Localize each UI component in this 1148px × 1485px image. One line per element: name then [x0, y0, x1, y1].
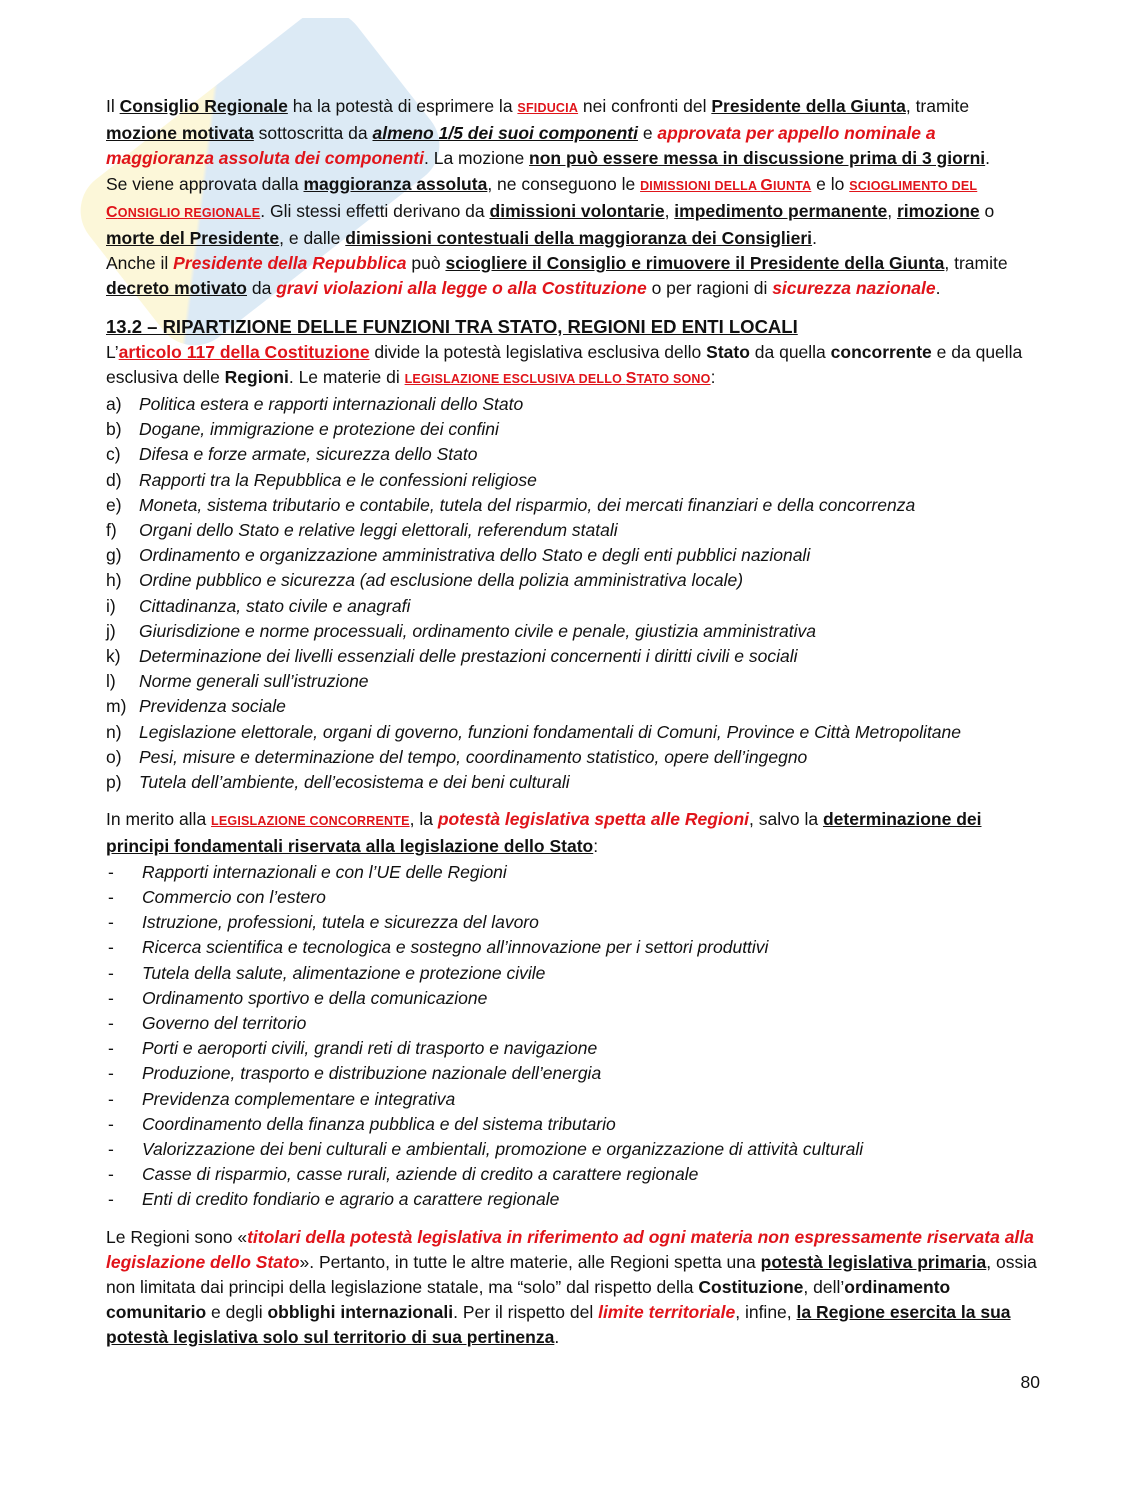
list-item: d) Rapporti tra la Repubblica e le confessioni religiose — [106, 469, 537, 490]
paragraph-concurrent: In merito alla LEGISLAZIONE CONCORRENTE, la potestà legislativa spetta alle Regioni, salvo la determinazione dei principi fondamentali riservata alla legislazione dello Stato: — [106, 809, 982, 857]
list-item: - Rapporti internazionali e con l’UE delle Regioni — [108, 861, 507, 882]
term-articolo-117: articolo 117 della Costituzione — [118, 341, 370, 362]
list-item: - Ordinamento sportivo e della comunicazione — [108, 987, 488, 1008]
exclusive-matters-list — [106, 392, 1040, 795]
page-number: 80 — [1020, 1372, 1040, 1392]
list-item: i) Cittadinanza, stato civile e anagrafi — [106, 595, 411, 616]
list-item: - Governo del territorio — [108, 1012, 307, 1033]
list-item: a) Politica estera e rapporti internazionali dello Stato — [106, 394, 524, 415]
term-legislazione-esclusiva: LEGISLAZIONE ESCLUSIVA DELLO STATO SONO — [404, 369, 711, 387]
list-item: k) Determinazione dei livelli essenziali delle prestazioni concernenti i diritti civili e sociali — [106, 646, 798, 667]
term-dimissioni-giunta: DIMISSIONI DELLA GIUNTA — [640, 176, 812, 194]
paragraph-sfiducia: Il Consiglio Regionale ha la potestà di esprimere la SFIDUCIA nei confronti del Presidente della Giunta, tramite mozione motivata sottoscritta da almeno 1/5 dei suoi componenti e approvata per appello nominale a maggioranza assoluta dei componenti. La mozione non può essere messa in discussione prima di 3 giorni. Se viene approvata dalla maggioranza assoluta, ne conseguono le DIMISSIONI DELLA GIUNTA e lo SCIOGLIMENTO DEL CONSIGLIO REGIONALE. Gli stessi effetti derivano da dimissioni volontarie, impedimento permanente, rimozione o morte del Presidente, e dalle dimissioni contestuali della maggioranza dei Consiglieri. Anche il Presidente della Repubblica può sciogliere il Consiglio e rimuovere il Presidente della Giunta, tramite decreto motivato da gravi violazioni alla legge o alla Costituzione o per ragioni di sicurezza nazionale. — [106, 96, 1008, 299]
list-item: f) Organi dello Stato e relative leggi elettorali, referendum statali — [106, 520, 618, 541]
list-item: - Tutela della salute, alimentazione e protezione civile — [108, 962, 546, 983]
term-scioglimento-consiglio: SCIOGLIMENTO DEL CONSIGLIO REGIONALE — [106, 178, 978, 221]
list-item: - Ricerca scientifica e tecnologica e sostegno all’innovazione per i settori produttivi — [108, 937, 769, 958]
list-item: - Valorizzazione dei beni culturali e ambientali, promozione e organizzazione di attività culturali — [108, 1138, 864, 1159]
section-heading: 13.2 – RIPARTIZIONE DELLE FUNZIONI TRA STATO, REGIONI ED ENTI LOCALI — [106, 315, 798, 337]
list-item: m) Previdenza sociale — [106, 696, 286, 717]
list-item: - Produzione, trasporto e distribuzione nazionale dell’energia — [108, 1063, 602, 1084]
list-item: c) Difesa e forze armate, sicurezza dello Stato — [106, 444, 478, 465]
paragraph-closing: Le Regioni sono «titolari della potestà legislativa in riferimento ad ogni materia non espressamente riservata alla legislazione dello Stato». Pertanto, in tutte le altre materie, alle Regioni spetta una potestà legislativa primaria, ossia non limitata dai principi della legislazione statale, ma “solo” dal rispetto della Costituzione, dell’ordinamento comunitario e degli obblighi internazionali. Per il rispetto del limite territoriale, infine, la Regione esercita la sua potestà legislativa solo sul territorio di sua pertinenza. — [106, 1226, 1037, 1348]
concurrent-matters-list — [106, 860, 1040, 1213]
list-item: g) Ordinamento e organizzazione amministrativa dello Stato e degli enti pubblici nazionali — [106, 545, 811, 566]
spacer — [106, 1213, 1040, 1225]
list-item: - Casse di risparmio, casse rurali, aziende di credito a carattere regionale — [108, 1164, 699, 1185]
list-item: - Previdenza complementare e integrativa — [108, 1088, 456, 1109]
list-item: - Porti e aeroporti civili, grandi reti di trasporto e navigazione — [108, 1038, 598, 1059]
list-item: - Commercio con l’estero — [108, 886, 326, 907]
list-item: o) Pesi, misure e determinazione del tempo, coordinamento statistico, opere dell’ingegno — [106, 746, 808, 767]
term-consiglio-regionale: Consiglio Regionale — [119, 96, 288, 116]
list-item: - Coordinamento della finanza pubblica e del sistema tributario — [108, 1113, 616, 1134]
list-item: l) Norme generali sull’istruzione — [106, 671, 369, 692]
list-item: - Enti di credito fondiario e agrario a carattere regionale — [108, 1189, 560, 1210]
term-legislazione-concorrente: LEGISLAZIONE CONCORRENTE — [211, 814, 410, 829]
list-item: n) Legislazione elettorale, organi di governo, funzioni fondamentali di Comuni, Province e Città Metropolitane — [106, 721, 962, 742]
list-item: - Istruzione, professioni, tutela e sicurezza del lavoro — [108, 912, 539, 933]
paragraph-article-117: L’articolo 117 della Costituzione divide la potestà legislativa esclusiva dello Stato da quella concorrente e da quella esclusiva delle Regioni. Le materie di LEGISLAZIONE ESCLUSIVA DELLO STATO SONO: — [106, 341, 1023, 387]
list-item: j) Giurisdizione e norme processuali, ordinamento civile e penale, giustizia amministrativa — [106, 620, 816, 641]
list-item: e) Moneta, sistema tributario e contabile, tutela del risparmio, dei mercati finanziari e della concorrenza — [106, 494, 916, 515]
list-item: h) Ordine pubblico e sicurezza (ad esclusione della polizia amministrativa locale) — [106, 570, 744, 591]
list-item: b) Dogane, immigrazione e protezione dei confini — [106, 419, 499, 440]
spacer — [106, 302, 1040, 314]
spacer — [106, 795, 1040, 807]
term-sfiducia: SFIDUCIA — [517, 101, 579, 115]
list-item: p) Tutela dell’ambiente, dell’ecosistema e dei beni culturali — [106, 772, 570, 793]
document-page — [106, 94, 1040, 1351]
